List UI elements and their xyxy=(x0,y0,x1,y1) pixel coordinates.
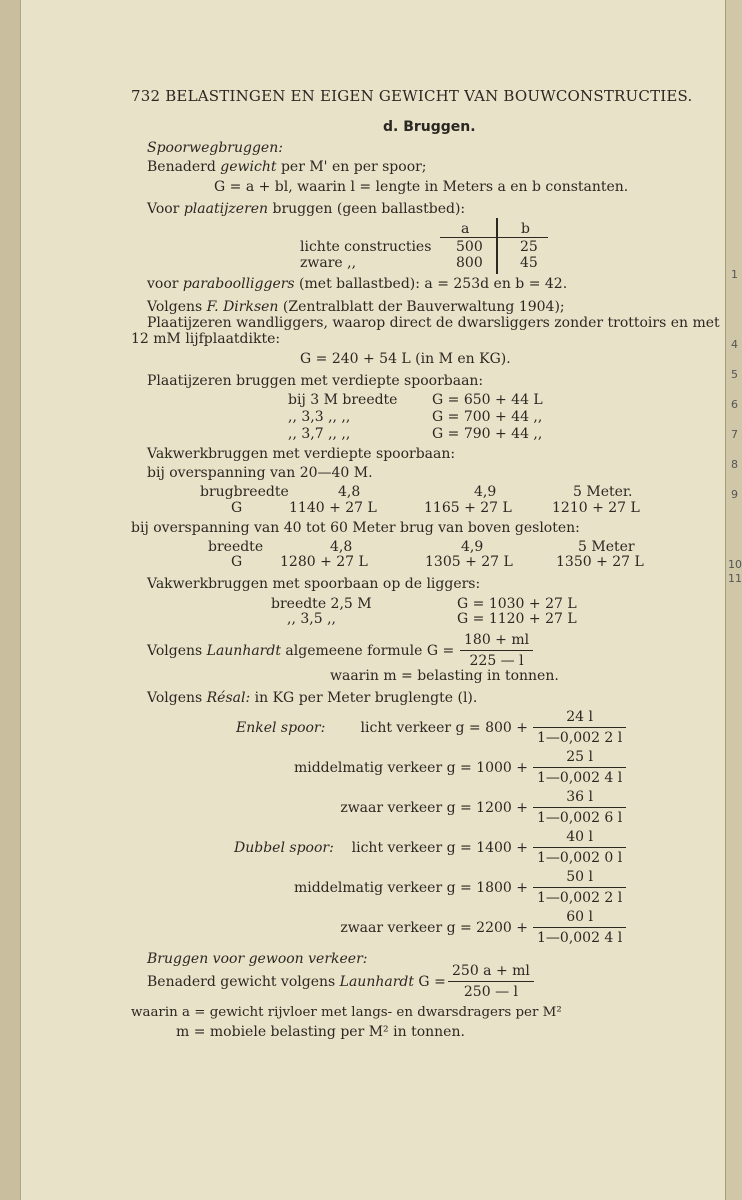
margin-mark: 1 xyxy=(731,268,738,281)
fraction-denominator: 1—0,002 4 l xyxy=(537,770,623,786)
deep-row-prefix: ,, 3,3 ,, ,, xyxy=(288,409,351,425)
table-row-label: zware ,, xyxy=(300,255,357,271)
deep-row-formula: G = 700 + 44 ,, xyxy=(432,409,543,425)
running-header xyxy=(131,88,692,104)
truss-heading: Vakwerkbruggen met verdiepte spoorbaan: xyxy=(147,446,456,462)
page-binding-edge xyxy=(0,0,21,1200)
fraction-denominator: 1—0,002 2 l xyxy=(537,730,623,746)
table-cell: 800 xyxy=(456,255,483,271)
road-heading: Bruggen voor gewoon verkeer: xyxy=(147,951,368,967)
fraction-denominator: 1—0,002 2 l xyxy=(537,890,623,906)
fraction-denominator: 225 — l xyxy=(469,653,524,669)
truss1-g: 1165 + 27 L xyxy=(424,500,512,516)
truss2-g: 1350 + 27 L xyxy=(556,554,644,570)
resal-lhs: middelmatig verkeer g = 1800 + xyxy=(293,880,528,896)
margin-mark: 6 xyxy=(731,398,738,411)
truss2-g: 1280 + 27 L xyxy=(280,554,368,570)
railway-formula: G = a + bl, waarin l = lengte in Meters a en b constanten. xyxy=(214,179,629,195)
table-col-a: a xyxy=(461,221,470,237)
single-track-label: Enkel spoor: xyxy=(236,720,326,736)
margin-mark: 9 xyxy=(731,488,738,501)
onbeam-formula: G = 1120 + 27 L xyxy=(457,611,577,627)
road-where1: waarin a = gewicht rijvloer met langs- en dwarsdragers per M² xyxy=(131,1005,562,1020)
table-cell: 500 xyxy=(456,239,483,255)
table-rule xyxy=(440,237,548,238)
resal-fraction xyxy=(533,749,626,786)
resal-lhs: zwaar verkeer g = 2200 + xyxy=(340,920,528,936)
next-page-edge xyxy=(725,0,742,1200)
deep-row-prefix: ,, 3,7 ,, ,, xyxy=(288,426,351,442)
truss1-width: 5 Meter. xyxy=(573,484,633,500)
fraction-numerator: 40 l xyxy=(533,829,626,848)
fraction-numerator: 25 l xyxy=(533,749,626,768)
fraction-numerator: 50 l xyxy=(533,869,626,888)
fraction-denominator: 1—0,002 0 l xyxy=(537,850,623,866)
parabolic-line: voor paraboolliggers (met ballastbed): a = 253d en b = 42. xyxy=(147,276,568,292)
truss2-width: 5 Meter xyxy=(578,539,635,555)
truss1-g-label: G xyxy=(231,500,243,516)
truss-span2: bij overspanning van 40 tot 60 Meter brug van boven gesloten: xyxy=(131,520,580,536)
fraction-numerator: 36 l xyxy=(533,789,626,808)
road-approx: Benaderd gewicht volgens Launhardt G = xyxy=(147,974,446,990)
onbeam-prefix: ,, 3,5 ,, xyxy=(287,611,336,627)
dirksen-line2: 12 mM lijfplaatdikte: xyxy=(131,331,281,347)
truss2-width: 4,8 xyxy=(330,539,353,555)
truss-span1: bij overspanning van 20—40 M. xyxy=(147,465,373,481)
section-title: d. Bruggen. xyxy=(383,119,476,135)
fraction-numerator: 60 l xyxy=(533,909,626,928)
onbeam-prefix: breedte 2,5 M xyxy=(271,596,372,612)
resal-fraction xyxy=(533,789,626,826)
road-fraction xyxy=(448,963,534,1000)
deep-track-heading: Plaatijzeren bruggen met verdiepte spoorbaan: xyxy=(147,373,484,389)
truss1-width: 4,9 xyxy=(474,484,497,500)
truss2-width-label: breedte xyxy=(208,539,264,555)
truss2-width: 4,9 xyxy=(461,539,484,555)
margin-mark: 10 xyxy=(728,558,742,571)
launhardt-fraction xyxy=(460,632,533,669)
table-row-label: lichte constructies xyxy=(300,239,432,255)
margin-mark: 8 xyxy=(731,458,738,471)
deep-row-prefix: bij 3 M breedte xyxy=(288,392,398,408)
truss1-g: 1210 + 27 L xyxy=(552,500,640,516)
resal-fraction xyxy=(533,909,626,946)
margin-mark: 7 xyxy=(731,428,738,441)
launhardt-where: waarin m = belasting in tonnen. xyxy=(330,668,559,684)
truss1-width: 4,8 xyxy=(338,484,361,500)
fraction-numerator: 250 a + ml xyxy=(448,963,534,982)
resal-lhs: licht verkeer g = 800 + xyxy=(360,720,528,736)
resal-fraction xyxy=(533,869,626,906)
margin-mark: 11 xyxy=(728,572,742,585)
running-title: BELASTINGEN EN EIGEN GEWICHT VAN BOUWCONSTRUCTIES. xyxy=(165,87,693,105)
truss1-width-label: brugbreedte xyxy=(200,484,289,500)
dirksen-intro: Volgens F. Dirksen (Zentralblatt der Bauverwaltung 1904); xyxy=(147,299,565,315)
table-divider xyxy=(496,218,498,274)
resal-lhs: zwaar verkeer g = 1200 + xyxy=(340,800,528,816)
deep-row-formula: G = 790 + 44 ,, xyxy=(432,426,543,442)
table-cell: 25 xyxy=(520,239,538,255)
fraction-denominator: 1—0,002 6 l xyxy=(537,810,623,826)
margin-mark: 5 xyxy=(731,368,738,381)
double-track-label: Dubbel spoor: xyxy=(234,840,334,856)
resal-fraction xyxy=(533,709,626,746)
resal-lhs: middelmatig verkeer g = 1000 + xyxy=(293,760,528,776)
onbeam-formula: G = 1030 + 27 L xyxy=(457,596,577,612)
page-number: 732 xyxy=(131,87,161,105)
railway-heading: Spoorwegbruggen: xyxy=(147,140,283,156)
onbeam-heading: Vakwerkbruggen met spoorbaan op de liggers: xyxy=(147,576,481,592)
resal-intro: Volgens Résal: in KG per Meter bruglengte (l). xyxy=(147,690,478,706)
fraction-numerator: 24 l xyxy=(533,709,626,728)
truss2-g: 1305 + 27 L xyxy=(425,554,513,570)
fraction-numerator: 180 + ml xyxy=(460,632,533,651)
truss1-g: 1140 + 27 L xyxy=(289,500,377,516)
fraction-denominator: 1—0,002 4 l xyxy=(537,930,623,946)
dirksen-formula: G = 240 + 54 L (in M en KG). xyxy=(300,351,511,367)
truss2-g-label: G xyxy=(231,554,243,570)
resal-fraction xyxy=(533,829,626,866)
resal-lhs: licht verkeer g = 1400 + xyxy=(351,840,528,856)
railway-approx: Benaderd gewicht per M' en per spoor; xyxy=(147,159,427,175)
launhardt-intro: Volgens Launhardt algemeene formule G = xyxy=(147,643,455,659)
fraction-denominator: 250 — l xyxy=(463,984,518,1000)
table-cell: 45 xyxy=(520,255,538,271)
deep-row-formula: G = 650 + 44 L xyxy=(432,392,543,408)
plate-bridges-line: Voor plaatijzeren bruggen (geen ballastbed): xyxy=(147,201,466,217)
table-col-b: b xyxy=(521,221,530,237)
margin-mark: 4 xyxy=(731,338,738,351)
dirksen-line1: Plaatijzeren wandliggers, waarop direct de dwarsliggers zonder trottoirs en met xyxy=(147,315,720,331)
road-where2: m = mobiele belasting per M² in tonnen. xyxy=(176,1024,465,1040)
